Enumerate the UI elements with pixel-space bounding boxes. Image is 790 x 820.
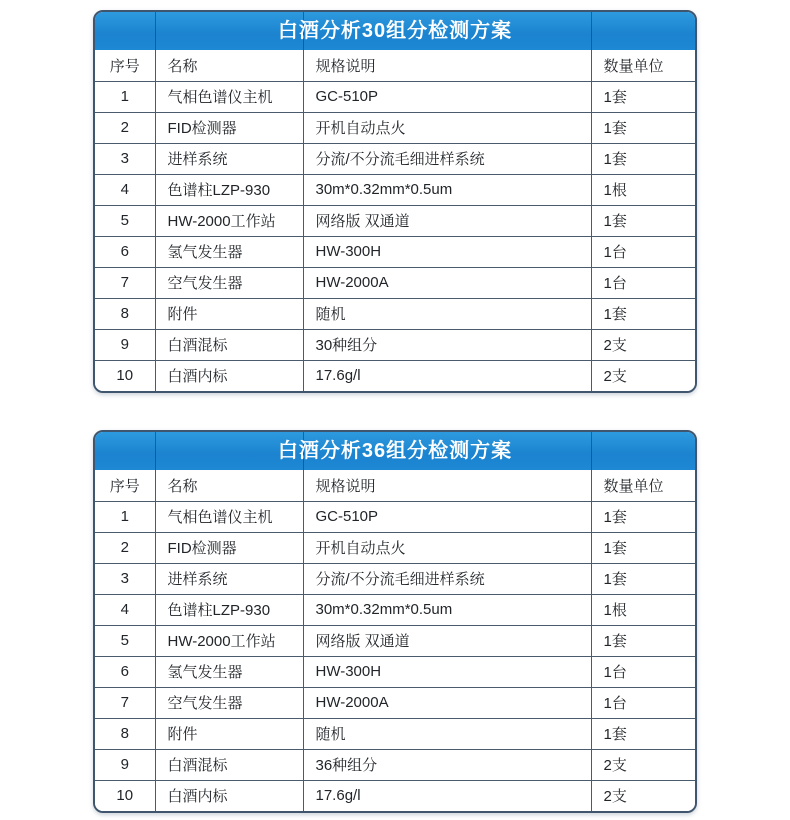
spec-table-30 bbox=[93, 10, 697, 393]
row-index: 2 bbox=[95, 112, 155, 143]
table-row bbox=[95, 718, 695, 749]
column-divider bbox=[155, 12, 156, 50]
row-index: 6 bbox=[95, 656, 155, 687]
table-row bbox=[95, 749, 695, 780]
table-row bbox=[95, 112, 695, 143]
item-name: 气相色谱仪主机 bbox=[155, 501, 303, 532]
row-index: 7 bbox=[95, 687, 155, 718]
item-qty: 1根 bbox=[591, 174, 695, 205]
table-row bbox=[95, 236, 695, 267]
row-index: 10 bbox=[95, 780, 155, 811]
spec-grid bbox=[95, 470, 695, 811]
table-title-bar bbox=[95, 432, 695, 470]
row-index: 5 bbox=[95, 205, 155, 236]
col-header-name: 名称 bbox=[155, 470, 303, 501]
item-qty: 2支 bbox=[591, 749, 695, 780]
item-name: 空气发生器 bbox=[155, 267, 303, 298]
item-spec: 30种组分 bbox=[303, 329, 591, 360]
item-name: 进样系统 bbox=[155, 143, 303, 174]
item-qty: 2支 bbox=[591, 329, 695, 360]
table-row bbox=[95, 594, 695, 625]
item-name: HW-2000工作站 bbox=[155, 205, 303, 236]
item-spec: 随机 bbox=[303, 298, 591, 329]
table-row bbox=[95, 360, 695, 391]
item-spec: 分流/不分流毛细进样系统 bbox=[303, 563, 591, 594]
table-header bbox=[95, 50, 695, 81]
col-header-qty: 数量单位 bbox=[591, 50, 695, 81]
item-name: HW-2000工作站 bbox=[155, 625, 303, 656]
item-spec: 网络版 双通道 bbox=[303, 205, 591, 236]
item-name: 色谱柱LZP-930 bbox=[155, 594, 303, 625]
table-row bbox=[95, 143, 695, 174]
item-qty: 1台 bbox=[591, 267, 695, 298]
table-body bbox=[95, 81, 695, 391]
item-spec: 网络版 双通道 bbox=[303, 625, 591, 656]
row-index: 1 bbox=[95, 501, 155, 532]
table-row bbox=[95, 532, 695, 563]
item-name: 白酒混标 bbox=[155, 749, 303, 780]
item-spec: 17.6g/l bbox=[303, 780, 591, 811]
col-header-spec: 规格说明 bbox=[303, 470, 591, 501]
item-name: 气相色谱仪主机 bbox=[155, 81, 303, 112]
table-header bbox=[95, 470, 695, 501]
table-title-bar bbox=[95, 12, 695, 50]
item-spec: HW-300H bbox=[303, 236, 591, 267]
item-name: 氢气发生器 bbox=[155, 656, 303, 687]
header-row bbox=[95, 470, 695, 501]
item-spec: 17.6g/l bbox=[303, 360, 591, 391]
table-row bbox=[95, 687, 695, 718]
column-divider bbox=[591, 432, 592, 470]
item-spec: 分流/不分流毛细进样系统 bbox=[303, 143, 591, 174]
table-row bbox=[95, 329, 695, 360]
item-qty: 1套 bbox=[591, 718, 695, 749]
item-qty: 1套 bbox=[591, 143, 695, 174]
table-row bbox=[95, 563, 695, 594]
item-qty: 1台 bbox=[591, 236, 695, 267]
header-row bbox=[95, 50, 695, 81]
item-spec: 36种组分 bbox=[303, 749, 591, 780]
col-header-qty: 数量单位 bbox=[591, 470, 695, 501]
item-name: 附件 bbox=[155, 718, 303, 749]
item-spec: 开机自动点火 bbox=[303, 112, 591, 143]
item-name: 附件 bbox=[155, 298, 303, 329]
item-name: FID检测器 bbox=[155, 112, 303, 143]
column-divider bbox=[155, 432, 156, 470]
table-title: 白酒分析30组分检测方案 bbox=[277, 20, 513, 42]
row-index: 8 bbox=[95, 718, 155, 749]
col-header-spec: 规格说明 bbox=[303, 50, 591, 81]
col-header-name: 名称 bbox=[155, 50, 303, 81]
item-name: 白酒内标 bbox=[155, 780, 303, 811]
item-spec: HW-2000A bbox=[303, 687, 591, 718]
item-name: 空气发生器 bbox=[155, 687, 303, 718]
table-row bbox=[95, 780, 695, 811]
table-row bbox=[95, 298, 695, 329]
row-index: 9 bbox=[95, 749, 155, 780]
row-index: 4 bbox=[95, 594, 155, 625]
item-name: 氢气发生器 bbox=[155, 236, 303, 267]
item-spec: 30m*0.32mm*0.5um bbox=[303, 594, 591, 625]
item-qty: 1套 bbox=[591, 81, 695, 112]
item-spec: 随机 bbox=[303, 718, 591, 749]
item-spec: HW-2000A bbox=[303, 267, 591, 298]
row-index: 1 bbox=[95, 81, 155, 112]
table-row bbox=[95, 625, 695, 656]
item-qty: 1套 bbox=[591, 112, 695, 143]
item-qty: 1套 bbox=[591, 298, 695, 329]
row-index: 9 bbox=[95, 329, 155, 360]
item-qty: 1套 bbox=[591, 501, 695, 532]
spec-table-36 bbox=[93, 430, 697, 813]
item-qty: 2支 bbox=[591, 780, 695, 811]
item-name: 进样系统 bbox=[155, 563, 303, 594]
table-row bbox=[95, 174, 695, 205]
col-header-index: 序号 bbox=[95, 470, 155, 501]
item-qty: 1套 bbox=[591, 205, 695, 236]
item-qty: 1套 bbox=[591, 625, 695, 656]
item-name: FID检测器 bbox=[155, 532, 303, 563]
row-index: 3 bbox=[95, 563, 155, 594]
row-index: 8 bbox=[95, 298, 155, 329]
item-spec: GC-510P bbox=[303, 501, 591, 532]
table-row bbox=[95, 267, 695, 298]
item-spec: GC-510P bbox=[303, 81, 591, 112]
item-qty: 1台 bbox=[591, 687, 695, 718]
item-qty: 1台 bbox=[591, 656, 695, 687]
item-qty: 1套 bbox=[591, 532, 695, 563]
table-title: 白酒分析36组分检测方案 bbox=[277, 440, 513, 462]
table-row bbox=[95, 205, 695, 236]
spec-grid bbox=[95, 50, 695, 391]
item-spec: 开机自动点火 bbox=[303, 532, 591, 563]
item-spec: 30m*0.32mm*0.5um bbox=[303, 174, 591, 205]
row-index: 7 bbox=[95, 267, 155, 298]
item-qty: 2支 bbox=[591, 360, 695, 391]
column-divider bbox=[591, 12, 592, 50]
row-index: 5 bbox=[95, 625, 155, 656]
row-index: 10 bbox=[95, 360, 155, 391]
table-row bbox=[95, 656, 695, 687]
item-qty: 1套 bbox=[591, 563, 695, 594]
row-index: 3 bbox=[95, 143, 155, 174]
col-header-index: 序号 bbox=[95, 50, 155, 81]
row-index: 4 bbox=[95, 174, 155, 205]
row-index: 2 bbox=[95, 532, 155, 563]
item-qty: 1根 bbox=[591, 594, 695, 625]
table-body bbox=[95, 501, 695, 811]
row-index: 6 bbox=[95, 236, 155, 267]
item-spec: HW-300H bbox=[303, 656, 591, 687]
item-name: 白酒内标 bbox=[155, 360, 303, 391]
item-name: 色谱柱LZP-930 bbox=[155, 174, 303, 205]
item-name: 白酒混标 bbox=[155, 329, 303, 360]
table-row bbox=[95, 81, 695, 112]
table-row bbox=[95, 501, 695, 532]
